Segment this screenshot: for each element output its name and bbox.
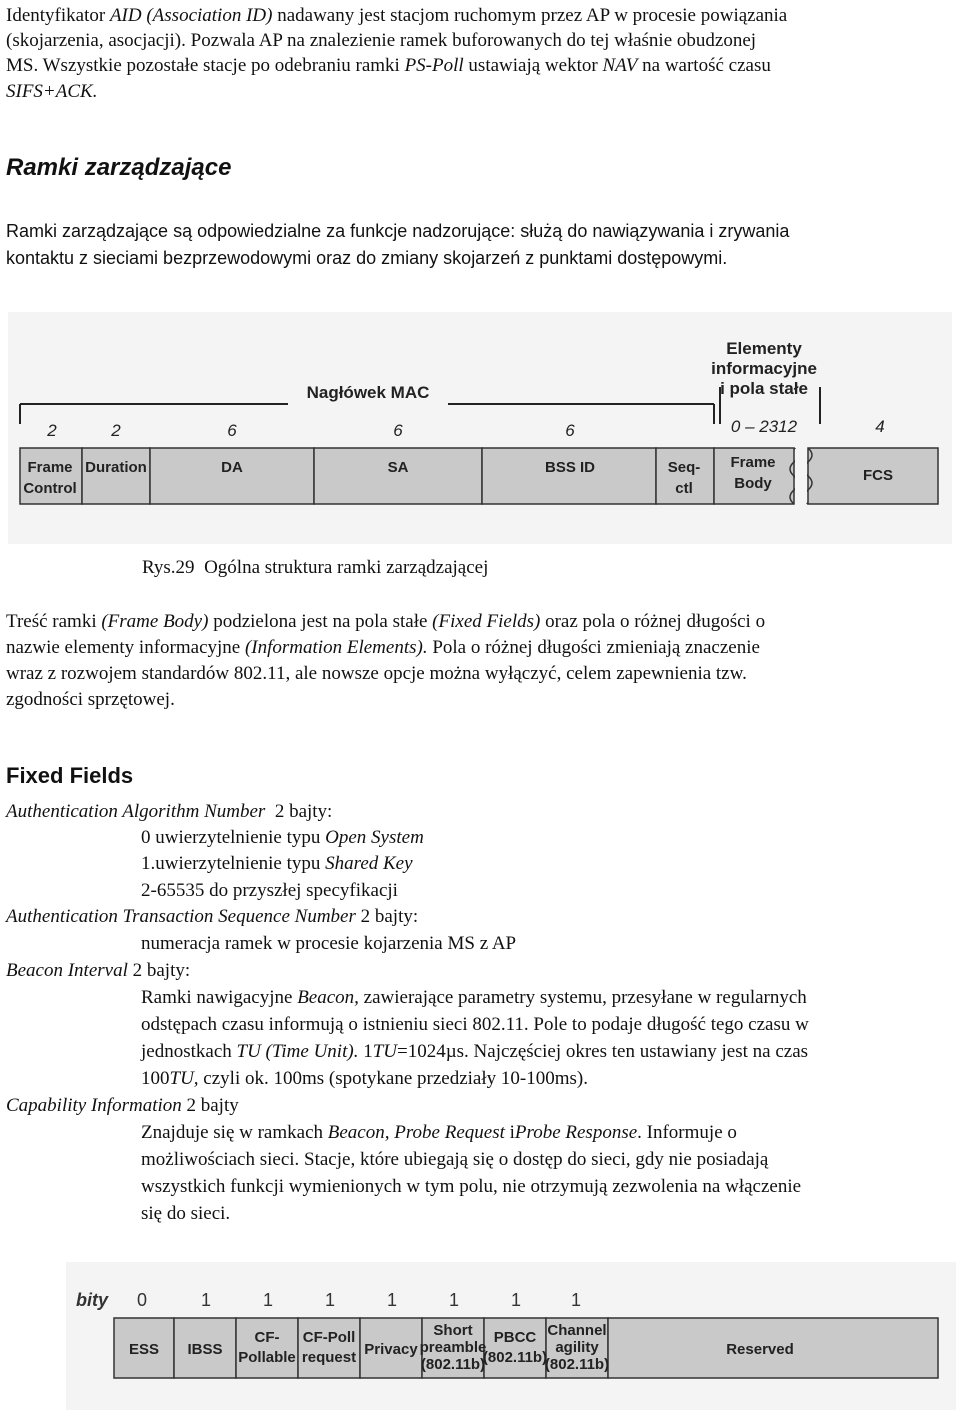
text: 100 xyxy=(141,1068,170,1089)
figure-caption xyxy=(142,554,488,581)
term: Beacon, Probe Request xyxy=(327,1122,505,1143)
caption-text: Ogólna struktura ramki zarządzającej xyxy=(194,557,489,578)
aan-title-line xyxy=(6,798,332,825)
label-frame-body-1: Frame xyxy=(730,454,776,471)
label-seq: Seq- xyxy=(667,459,701,476)
label-channel-3: (802.11b) xyxy=(544,1356,610,1373)
bi-line-2: odstępach czasu informują o istnieniu sieci 802.11. Pole to podaje długość tego czasu w xyxy=(141,1014,809,1035)
capability-bits-diagram xyxy=(66,1262,956,1410)
bit-short-preamble: 1 xyxy=(448,1290,460,1310)
size-sa: 6 xyxy=(393,421,403,440)
size-frame-control: 2 xyxy=(47,421,57,440)
aan-value-1 xyxy=(141,850,413,877)
label-cf-pollable-2: Pollable xyxy=(238,1349,296,1366)
label-cf-pollable-1: CF- xyxy=(254,1329,280,1346)
management-frame-diagram xyxy=(8,312,952,544)
ci-title-line xyxy=(6,1092,239,1119)
bit-boxes xyxy=(114,1318,938,1378)
text: Ramki nawigacyjne xyxy=(141,987,298,1008)
label-control: Control xyxy=(23,480,77,497)
aan-value-0 xyxy=(141,824,424,851)
ci-line-2: możliwościach sieci. Stacje, które ubiegają się o dostęp do sieci, gdy nie posiadają xyxy=(141,1149,769,1170)
atsn-value-1: numeracja ramek w procesie kojarzenia MS z AP xyxy=(141,933,517,954)
term: AID (Association ID) xyxy=(109,5,273,26)
field-duration xyxy=(82,448,150,504)
label-channel-2: agility xyxy=(555,1339,599,1356)
label-cf-poll-1: CF-Poll xyxy=(302,1329,356,1346)
bit-cf-pollable: 1 xyxy=(262,1290,274,1310)
frame-structure-svg xyxy=(8,312,952,544)
term: Open System xyxy=(325,827,424,848)
term: (Fixed Fields) xyxy=(432,611,541,632)
bit-cf-poll-request: 1 xyxy=(324,1290,336,1310)
bi-title-line xyxy=(6,957,190,984)
text: Treść ramki xyxy=(6,611,102,632)
box-cf-pollable xyxy=(236,1318,298,1378)
term: TU, xyxy=(169,1068,199,1089)
bits-label: bity xyxy=(76,1290,109,1310)
label-short-3: (802.11b) xyxy=(420,1356,486,1373)
intro-line-1 xyxy=(6,2,787,29)
text: czyli ok. 100ms (spotykane przedziały 10-100ms). xyxy=(198,1068,588,1089)
label-frame-body-2: Body xyxy=(734,475,772,492)
label-bssid: BSS ID xyxy=(544,459,596,476)
size-bssid: 6 xyxy=(565,421,575,440)
intro-line-3 xyxy=(6,52,771,79)
label-sa: SA xyxy=(387,459,409,476)
label-short-2: preamble xyxy=(419,1339,487,1356)
term: TU (Time Unit). xyxy=(236,1041,359,1062)
box-pbcc xyxy=(484,1318,546,1378)
section-heading-management-frames: Ramki zarządzające xyxy=(6,154,232,181)
section1-line-2: kontaktu z sieciami bezprzewodowymi oraz do zmiany skojarzeń z punktami dostępowymi. xyxy=(6,248,728,268)
term: (Information Elements). xyxy=(244,637,428,658)
text: Identyfikator xyxy=(6,5,110,26)
text: nadawany jest stacjom ruchomym przez AP w procesie powiązania xyxy=(272,5,788,26)
text: podzielona jest na pola stałe xyxy=(208,611,433,632)
text: MS. Wszystkie pozostałe stacje po odebraniu ramki xyxy=(6,55,405,76)
bi-line-1 xyxy=(141,984,807,1011)
text: jednostkach xyxy=(141,1041,237,1062)
term: PS-Poll xyxy=(404,55,464,76)
field-da xyxy=(150,448,314,504)
label-ctl: ctl xyxy=(675,480,693,497)
text: 2 bajty: xyxy=(127,960,191,981)
text: na wartość czasu xyxy=(637,55,771,76)
label-frame: Frame xyxy=(27,459,73,476)
body-line-3: wraz z rozwojem standardów 802.11, ale nowsze opcje można wyłączyć, celem zapewnienia tzw. xyxy=(6,663,747,684)
section1-line-1: Ramki zarządzające są odpowiedzialne za funkcje nadzorujące: służą do nawiązywania i zrywania xyxy=(6,221,790,241)
term: TU xyxy=(372,1041,397,1062)
label-ess: ESS xyxy=(128,1341,160,1358)
term: SIFS+ACK. xyxy=(6,81,98,102)
label-fcs: FCS xyxy=(863,467,893,484)
size-fcs: 4 xyxy=(875,417,885,436)
body-line-1 xyxy=(6,608,765,635)
label-reserved: Reserved xyxy=(726,1341,794,1358)
text: Pola o różnej długości zmieniają znaczenie xyxy=(427,637,760,658)
bit-ibss: 1 xyxy=(200,1290,212,1310)
text: nazwie elementy informacyjne xyxy=(6,637,245,658)
label-short-1: Short xyxy=(433,1322,473,1339)
atsn-title-line xyxy=(6,903,418,930)
text: 1.uwierzytelnienie typu xyxy=(141,853,326,874)
text: i xyxy=(504,1122,515,1143)
text: 2 bajty xyxy=(181,1095,239,1116)
body-line-4: zgodności sprzętowej. xyxy=(6,689,175,710)
elements-label-line-1: Elementy xyxy=(726,339,802,358)
size-duration: 2 xyxy=(111,421,121,440)
field-bssid xyxy=(482,448,656,504)
text: 2 bajty: xyxy=(265,801,333,822)
label-da: DA xyxy=(221,459,243,476)
text: ustawiają wektor xyxy=(463,55,603,76)
label-ibss: IBSS xyxy=(187,1341,223,1358)
section-heading-fixed-fields: Fixed Fields xyxy=(6,763,134,788)
intro-line-2: (skojarzenia, asocjacji). Pozwala AP na znalezienie ramek buforowanych do tej właśnie obudzonej xyxy=(6,30,757,51)
text: 2 bajty: xyxy=(355,906,419,927)
size-frame-body: 0 – 2312 xyxy=(730,417,798,436)
term: Beacon, xyxy=(297,987,359,1008)
label-channel-1: Channel xyxy=(547,1322,607,1339)
size-da: 6 xyxy=(227,421,237,440)
capability-bits-svg xyxy=(66,1262,956,1410)
box-cf-poll-request xyxy=(298,1318,360,1378)
term: NAV xyxy=(602,55,638,76)
text: 0 uwierzytelnienie typu xyxy=(141,827,326,848)
field-sa xyxy=(314,448,482,504)
ci-line-3: wszystkich funkcji wymienionych w tym polu, nie otrzymują zezwolenia na włączenie xyxy=(141,1176,802,1197)
text: =1024µs. Najczęściej okres ten ustawiany jest na czas xyxy=(397,1041,809,1062)
label-duration: Duration xyxy=(85,459,147,476)
caption-number: Rys.29 xyxy=(142,557,195,578)
body-line-2 xyxy=(6,634,760,661)
mac-header-label: Nagłówek MAC xyxy=(306,383,430,402)
elements-label-line-2: informacyjne xyxy=(711,359,817,378)
term: Authentication Algorithm Number xyxy=(6,801,266,822)
label-cf-poll-2: request xyxy=(301,1349,357,1366)
intro-line-4 xyxy=(6,78,97,105)
label-pbcc-1: PBCC xyxy=(493,1329,537,1346)
label-privacy: Privacy xyxy=(364,1341,418,1358)
text: Znajduje się w ramkach xyxy=(141,1122,328,1143)
text: oraz pola o różnej długości o xyxy=(540,611,766,632)
term: (Frame Body) xyxy=(101,611,209,632)
ci-line-4: się do sieci. xyxy=(141,1203,231,1224)
bi-line-3 xyxy=(141,1038,808,1065)
figure-background xyxy=(8,312,952,544)
label-pbcc-2: (802.11b) xyxy=(482,1349,548,1366)
term: Beacon Interval xyxy=(6,960,128,981)
elements-label-line-3: i pola stałe xyxy=(720,379,808,398)
ci-line-1 xyxy=(141,1119,737,1146)
text: zawierające parametry systemu, przesyłane w regularnych xyxy=(358,987,807,1008)
term: Authentication Transaction Sequence Number xyxy=(6,906,356,927)
bit-pbcc: 1 xyxy=(510,1290,522,1310)
bit-privacy: 1 xyxy=(386,1290,398,1310)
bit-channel-agility: 1 xyxy=(570,1290,582,1310)
aan-value-2: 2-65535 do przyszłej specyfikacji xyxy=(141,880,398,901)
bi-line-4 xyxy=(141,1065,588,1092)
text: . Informuje o xyxy=(637,1122,737,1143)
text: 1 xyxy=(358,1041,373,1062)
break-gap xyxy=(795,449,807,503)
term: Capability Information xyxy=(6,1095,182,1116)
bit-ess: 0 xyxy=(136,1290,148,1310)
term: Shared Key xyxy=(325,853,413,874)
term: Probe Response xyxy=(514,1122,638,1143)
